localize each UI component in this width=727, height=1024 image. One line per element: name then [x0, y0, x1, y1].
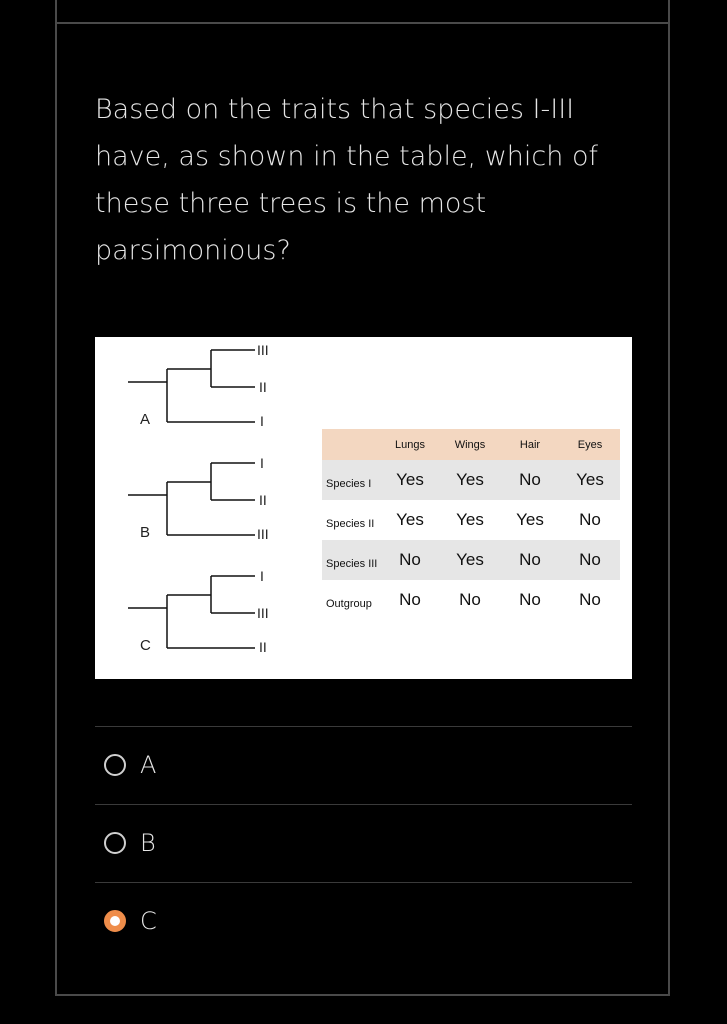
option-b[interactable]	[104, 823, 156, 863]
tree-b-leaf: I	[260, 455, 264, 471]
table-cell: Yes	[440, 460, 500, 500]
row-header: Species III	[322, 540, 380, 580]
radio-selected-icon[interactable]	[104, 910, 126, 932]
table-cell: No	[459, 590, 481, 609]
table-cell: Yes	[456, 510, 484, 529]
table-cell: Yes	[396, 510, 424, 529]
table-cell: No	[399, 590, 421, 609]
tree-b-leaf: II	[259, 492, 267, 508]
tree-b-leaf: III	[257, 526, 269, 542]
table-row	[322, 580, 620, 620]
table-cell: No	[579, 590, 601, 609]
divider	[95, 804, 632, 805]
tree-c-label: C	[140, 637, 151, 654]
traits-table	[322, 429, 620, 620]
option-label: C	[140, 907, 157, 935]
table-cell: Yes	[516, 510, 544, 529]
tree-c-leaf: I	[260, 568, 264, 584]
table-row	[322, 540, 620, 580]
radio-unselected-icon[interactable]	[104, 832, 126, 854]
table-cell: Yes	[440, 540, 500, 580]
table-cell: No	[380, 540, 440, 580]
table-cell: No	[519, 590, 541, 609]
tree-a-label: A	[140, 411, 151, 428]
question-line: these three trees is the most	[95, 188, 487, 219]
table-cell: No	[579, 510, 601, 529]
option-label: A	[140, 751, 157, 779]
card-top-edge	[55, 0, 670, 24]
divider	[95, 882, 632, 883]
table-cell: No	[500, 540, 560, 580]
column-header: Wings	[440, 429, 500, 460]
option-c[interactable]	[104, 901, 157, 941]
option-a[interactable]	[104, 745, 156, 785]
question-line: parsimonious?	[95, 235, 291, 266]
column-header: Lungs	[380, 429, 440, 460]
table-cell: No	[560, 540, 620, 580]
option-label: B	[140, 829, 156, 857]
tree-a-leaf: III	[257, 342, 269, 358]
tree-a-leaf: I	[260, 413, 264, 429]
column-header: Eyes	[560, 429, 620, 460]
column-header: Hair	[500, 429, 560, 460]
radio-unselected-icon[interactable]	[104, 754, 126, 776]
tree-a-leaf: II	[259, 379, 267, 395]
question-figure	[95, 337, 632, 679]
question-line: Based on the traits that species I-III	[95, 94, 575, 125]
table-row	[322, 460, 620, 500]
table-corner	[322, 429, 380, 460]
row-header: Species II	[326, 518, 375, 530]
table-header-row	[322, 429, 620, 460]
table-cell: No	[500, 460, 560, 500]
table-cell: Yes	[560, 460, 620, 500]
divider	[95, 726, 632, 727]
table-row	[322, 500, 620, 540]
row-header: Outgroup	[326, 598, 372, 610]
row-header: Species I	[322, 460, 380, 500]
question-text	[95, 86, 615, 274]
question-line: have, as shown in the table, which of	[95, 141, 598, 172]
tree-c-leaf: III	[257, 605, 269, 621]
table-cell: Yes	[380, 460, 440, 500]
tree-c-leaf: II	[259, 639, 267, 655]
tree-b-label: B	[140, 524, 151, 541]
